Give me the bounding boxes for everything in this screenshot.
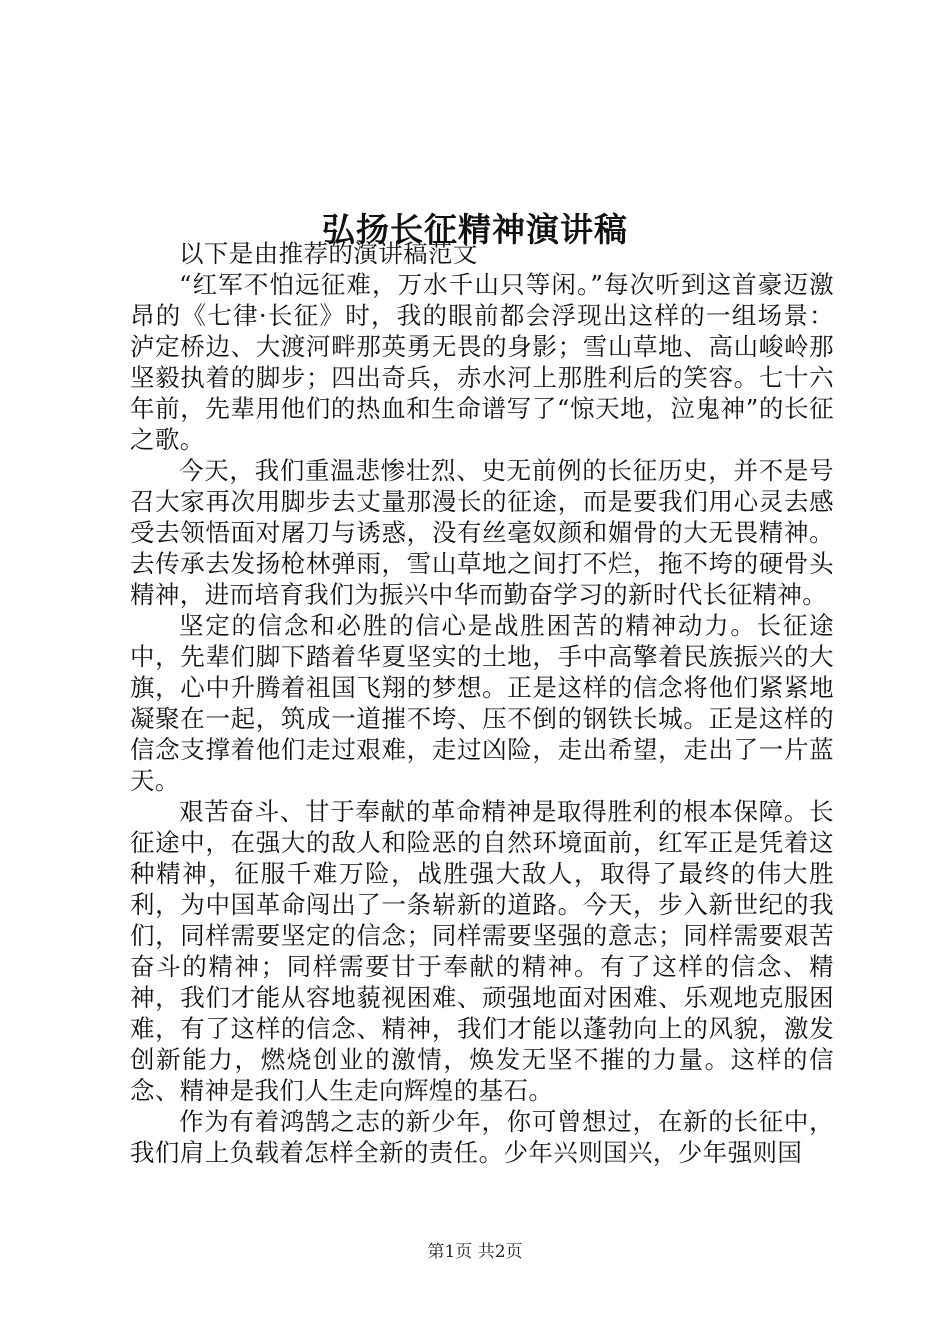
document-body (130, 238, 834, 1168)
paragraph-poem-quote: “红军不怕远征难，万水千山只等闲。”每次听到这首豪迈激昂的《七律·长征》时，我的眼前都会浮现出这样的一组场景：泸定桥边、大渡河畔那英勇无畏的身影；雪山草地、高山峻岭那坚毅执着的脚步；四出奇兵，赤水河上那胜利后的笑容。七十六年前，先辈用他们的热血和生命谱写了“惊天地，泣鬼神”的长征之歌。 (130, 270, 834, 454)
paragraph-hard-work: 艰苦奋斗、甘于奉献的革命精神是取得胜利的根本保障。长征途中，在强大的敌人和险恶的自然环境面前，红军正是凭着这种精神，征服千难万险，战胜强大敌人，取得了最终的伟大胜利，为中国革命闯出了一条崭新的道路。今天，步入新世纪的我们，同样需要坚定的信念；同样需要坚强的意志；同样需要艰苦奋斗的精神；同样需要甘于奉献的精神。有了这样的信念、精神，我们才能从容地藐视困难、顽强地面对困难、乐观地克服困难，有了这样的信念、精神，我们才能以蓬勃向上的风貌，激发创新能力，燃烧创业的激情，焕发无坚不摧的力量。这样的信念、精神是我们人生走向辉煌的基石。 (130, 797, 834, 1105)
page-number-footer: 第1页 共2页 (427, 1242, 523, 1262)
document-title: 弘扬长征精神演讲稿 (322, 210, 628, 250)
paragraph-today: 今天，我们重温悲惨壮烈、史无前例的长征历史，并不是号召大家再次用脚步去丈量那漫长的征途，而是要我们用心灵去感受去领悟面对屠刀与诱惑，没有丝毫奴颜和媚骨的大无畏精神。去传承去发扬枪林弹雨，雪山草地之间打不烂，拖不垮的硬骨头精神，进而培育我们为振兴中华而勤奋学习的新时代长征精神。 (130, 456, 834, 609)
paragraph-belief: 坚定的信念和必胜的信心是战胜困苦的精神动力。长征途中，先辈们脚下踏着华夏坚实的土地，手中高擎着民族振兴的大旗，心中升腾着祖国飞翔的梦想。正是这样的信念将他们紧紧地凝聚在一起，筑成一道摧不垮、压不倒的钢铁长城。正是这样的信念支撑着他们走过艰难，走过凶险，走出希望，走出了一片蓝天。 (130, 611, 834, 795)
paragraph-youth: 作为有着鸿鹄之志的新少年，你可曾想过，在新的长征中，我们肩上负载着怎样全新的责任。少年兴则国兴，少年强则国 (130, 1107, 834, 1167)
paragraph-intro: 以下是由推荐的演讲稿范文 (179, 239, 478, 268)
